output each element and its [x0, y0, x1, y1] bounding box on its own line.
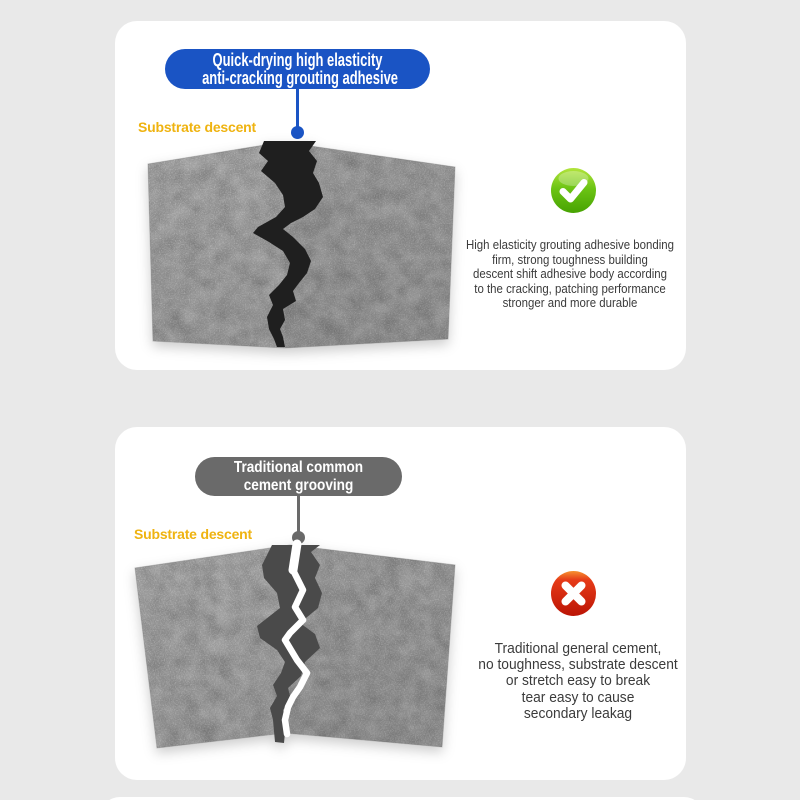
- callout-line-1: Quick-drying high elasticity: [212, 50, 383, 70]
- check-icon: [550, 167, 597, 214]
- description-line: or stretch easy to break: [505, 672, 651, 690]
- description-line: tear easy to cause: [521, 688, 635, 706]
- callout-line-2: anti-cracking grouting adhesive: [202, 68, 398, 88]
- panel-cement-bad: [115, 427, 686, 780]
- panel-adhesive-good: [115, 21, 686, 370]
- description-line: no toughness, substrate descent: [478, 656, 678, 674]
- description-line: Traditional general cement,: [494, 640, 662, 657]
- description-line: descent shift adhesive body according: [473, 266, 667, 281]
- callout-pill-cement: [195, 457, 402, 496]
- callout-line-2: cement grooving: [243, 476, 354, 494]
- substrate-descent-label: Substrate descent: [138, 119, 256, 135]
- cross-icon: [550, 570, 597, 617]
- callout-line-1: Traditional common: [233, 458, 364, 476]
- description-line: firm, strong toughness building: [492, 251, 648, 267]
- callout-pill-adhesive: [165, 49, 430, 89]
- description-line: secondary leakag: [523, 704, 633, 722]
- description-line: stronger and more durable: [502, 295, 638, 310]
- description-line: to the cracking, patching performance: [474, 280, 666, 296]
- substrate-descent-label: Substrate descent: [134, 526, 252, 542]
- cracked-substrate-illustration-good: [133, 137, 463, 352]
- cracked-substrate-illustration-bad: [133, 538, 463, 753]
- description-text-good: [445, 238, 695, 311]
- description-line: High elasticity grouting adhesive bonding: [466, 237, 674, 252]
- description-text-bad: [458, 641, 698, 722]
